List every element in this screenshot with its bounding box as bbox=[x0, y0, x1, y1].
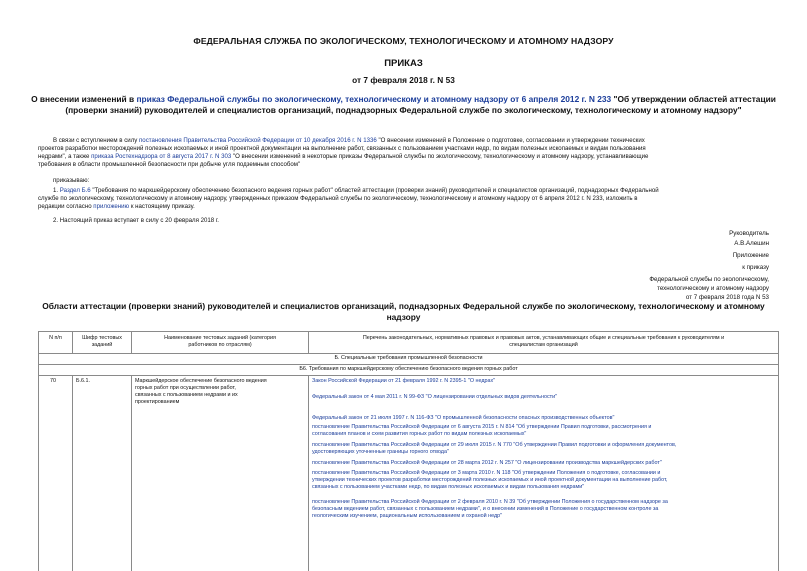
p1-l3-tail: "О внесении изменений в некоторые приказы Федеральной службы по экологическому, технологическому и атомному надзору, устанавливающие bbox=[231, 153, 649, 160]
title-text: О внесении изменений в bbox=[31, 94, 137, 104]
legal-act-line[interactable]: согласования планов и схем развития горных работ по видам полезных ископаемых" bbox=[312, 431, 527, 437]
p1-text-b: "О внесении изменений в Положение о подготовке, согласовании и утверждении технических bbox=[376, 137, 645, 144]
legal-act-line[interactable]: геологическим изучением, рациональным использованием и охраной недр" bbox=[312, 513, 503, 519]
table-header-divider bbox=[38, 353, 779, 354]
appendix-line-2: к приказу bbox=[742, 264, 769, 271]
doc-type: ПРИКАЗ bbox=[384, 58, 423, 69]
legal-act-line[interactable]: связанных с пользованием участками недр, по видам полезных ископаемых и видам пользования недрами" bbox=[312, 484, 585, 490]
row-name-line: Маркшейдерское обеспечение безопасного ведения bbox=[135, 378, 267, 384]
paragraph-3: 2. Настоящий приказ вступает в силу с 20 февраля 2018 г. bbox=[53, 217, 219, 224]
paragraph-1-line-2: проектов разработки месторождений полезных ископаемых и иной проектной документации на выполнение работ, связанных с пользованием участками недр, по видам полезных ископаемых и видам пользования bbox=[38, 145, 646, 152]
header-code-l2: заданий bbox=[91, 342, 113, 348]
p1-text: В связи с вступлением в силу bbox=[53, 137, 139, 144]
legal-act-line[interactable]: безопасным ведением работ, связанных с пользованием недрами", и о внесении изменений в Положение о государственном контроле за bbox=[312, 506, 659, 512]
legal-act-line[interactable]: постановление Правительства Российской Федерации от 2 февраля 2010 г. N 39 "Об утверждении Положения о государственном надзоре за bbox=[312, 499, 668, 505]
attestation-table bbox=[38, 331, 779, 571]
legal-act-line[interactable]: постановление Правительства Российской Федерации от 29 июля 2015 г. N 770 "Об утверждении Правил подготовки и оформления документов, bbox=[312, 442, 677, 448]
paragraph-2-line-3 bbox=[38, 203, 195, 211]
legal-act-line[interactable]: удостоверяющих уточненные границы горного отвода" bbox=[312, 449, 449, 455]
doc-date: от 7 февраля 2018 г. N 53 bbox=[352, 75, 455, 85]
appendix-line-1: Приложение bbox=[732, 252, 769, 259]
legal-act-line[interactable]: утверждении технических проектов разработки месторождений полезных ископаемых и иной проектной документации на выполнение работ, bbox=[312, 477, 668, 483]
row-name-line: проектированием bbox=[135, 399, 180, 405]
title-text-tail: "Об утверждении областей аттестации (проверки знаний) руководителей и специалистов организаций, поднадзорных Федеральной службе по экологическому, технологическому и атомному надзору" bbox=[65, 94, 776, 115]
p2-num: 1. bbox=[53, 187, 60, 194]
row-name-line: горных работ при осуществлении работ, bbox=[135, 385, 236, 391]
agency-name: ФЕДЕРАЛЬНАЯ СЛУЖБА ПО ЭКОЛОГИЧЕСКОМУ, ТЕХНОЛОГИЧЕСКОМУ И АТОМНОМУ НАДЗОРУ bbox=[193, 36, 614, 46]
paragraph-2-line-1 bbox=[53, 187, 659, 195]
p2-text-b: "Требования по маркшейдерскому обеспечению безопасного ведения горных работ" областей аттестации (проверки знаний) руководителей и специалистов организаций, поднадзорных Федеральной bbox=[90, 187, 659, 194]
signature-position: Руководитель bbox=[729, 230, 769, 237]
table-subsection-divider bbox=[38, 375, 779, 376]
header-code-l1: Шифр тестовых bbox=[82, 335, 122, 341]
paragraph-2-line-2: службе по экологическому, технологическому и атомному надзору, утвержденных приказом Федеральной службы по экологическому, технологическому и атомному надзору от 6 апреля 2012 г. N 233, изложить в bbox=[38, 195, 638, 202]
appendix-line-4: технологическому и атомному надзору bbox=[657, 285, 769, 292]
signature-name: А.В.Алешин bbox=[734, 240, 769, 247]
legal-act-line[interactable]: Федеральный закон от 4 мая 2011 г. N 99-ФЗ "О лицензировании отдельных видов деятельности" bbox=[312, 394, 558, 400]
header-acts-l1: Перечень законодательных, нормативных правовых и правовых актов, устанавливающих общие и специальные требования к руководителям и bbox=[362, 335, 725, 341]
appendix-line-3: Федеральной службы по экологическому, bbox=[649, 276, 769, 283]
row-num: 70 bbox=[50, 378, 56, 384]
legal-act-line[interactable]: постановление Правительства Российской Федерации от 28 марта 2012 г. N 257 "О лицензировании производства маркшейдерских работ" bbox=[312, 460, 662, 466]
table-border-top bbox=[38, 331, 779, 332]
appendix-subtitle: Области аттестации (проверки знаний) руководителей и специалистов организаций, поднадзорных Федеральной службе по экологическому, технологическому и атомному надзору bbox=[42, 301, 765, 322]
paragraph-1-line-3 bbox=[38, 153, 648, 161]
appendix-line-5: от 7 февраля 2018 года N 53 bbox=[685, 294, 769, 301]
orders-word: приказываю: bbox=[53, 177, 90, 184]
order-title bbox=[28, 94, 779, 115]
title-link[interactable]: приказ Федеральной службы по экологическому, технологическому и атомному надзору от 6 апреля 2012 г. N 233 bbox=[136, 94, 612, 104]
p1-l3-text: недрами", а также bbox=[38, 153, 92, 160]
header-acts-l2: специалистам организаций bbox=[509, 342, 578, 348]
header-name-l2: работников по отраслям) bbox=[188, 342, 252, 348]
table-subsection-row: Б6. Требования по маркшейдерскому обеспечению безопасного ведения горных работ bbox=[299, 366, 518, 372]
legal-act-line[interactable]: Федеральный закон от 21 июля 1997 г. N 116-ФЗ "О промышленной безопасности опасных производственных объектов" bbox=[312, 415, 615, 421]
row-name-line: связанных с пользованием недрами и их bbox=[135, 392, 238, 398]
p1-order-link[interactable]: приказа Ростехнадзора от 8 августа 2017 г. N 303 bbox=[91, 153, 232, 160]
col-divider-1 bbox=[72, 375, 73, 571]
paragraph-1-line-4: требования в области промышленной безопасности при добыче угля подземным способом" bbox=[38, 161, 301, 168]
header-num: N п/п bbox=[49, 335, 62, 341]
row-code: Б.6.1. bbox=[76, 378, 91, 384]
paragraph-1-line-1 bbox=[53, 137, 645, 145]
col-divider-2 bbox=[131, 375, 132, 571]
header-name-l1: Наименование тестовых заданий (категория bbox=[164, 335, 276, 341]
legal-act-line[interactable]: постановление Правительства Российской Федерации от 6 августа 2015 г. N 814 "Об утверждении Правил подготовки, рассмотрения и bbox=[312, 424, 652, 430]
col-divider-3 bbox=[308, 375, 309, 571]
p1-decree-link[interactable]: постановления Правительства Российской Федерации от 10 декабря 2016 г. N 1336 bbox=[139, 137, 377, 144]
table-section-row: Б. Специальные требования промышленной безопасности bbox=[334, 355, 483, 361]
table-section-divider bbox=[38, 364, 779, 365]
legal-act-line[interactable]: Закон Российской Федерации от 21 февраля 1992 г. N 2395-1 "О недрах" bbox=[312, 378, 496, 384]
p2-l3-tail: к настоящему приказу. bbox=[129, 203, 195, 210]
p2-appendix-link[interactable]: приложению bbox=[93, 203, 130, 210]
p2-l3-text: редакции согласно bbox=[38, 203, 94, 210]
p2-section-link[interactable]: Раздел Б.6 bbox=[59, 187, 91, 194]
legal-act-line[interactable]: постановление Правительства Российской Федерации от 3 марта 2010 г. N 118 "Об утверждении Положения о подготовке, согласовании и bbox=[312, 470, 661, 476]
